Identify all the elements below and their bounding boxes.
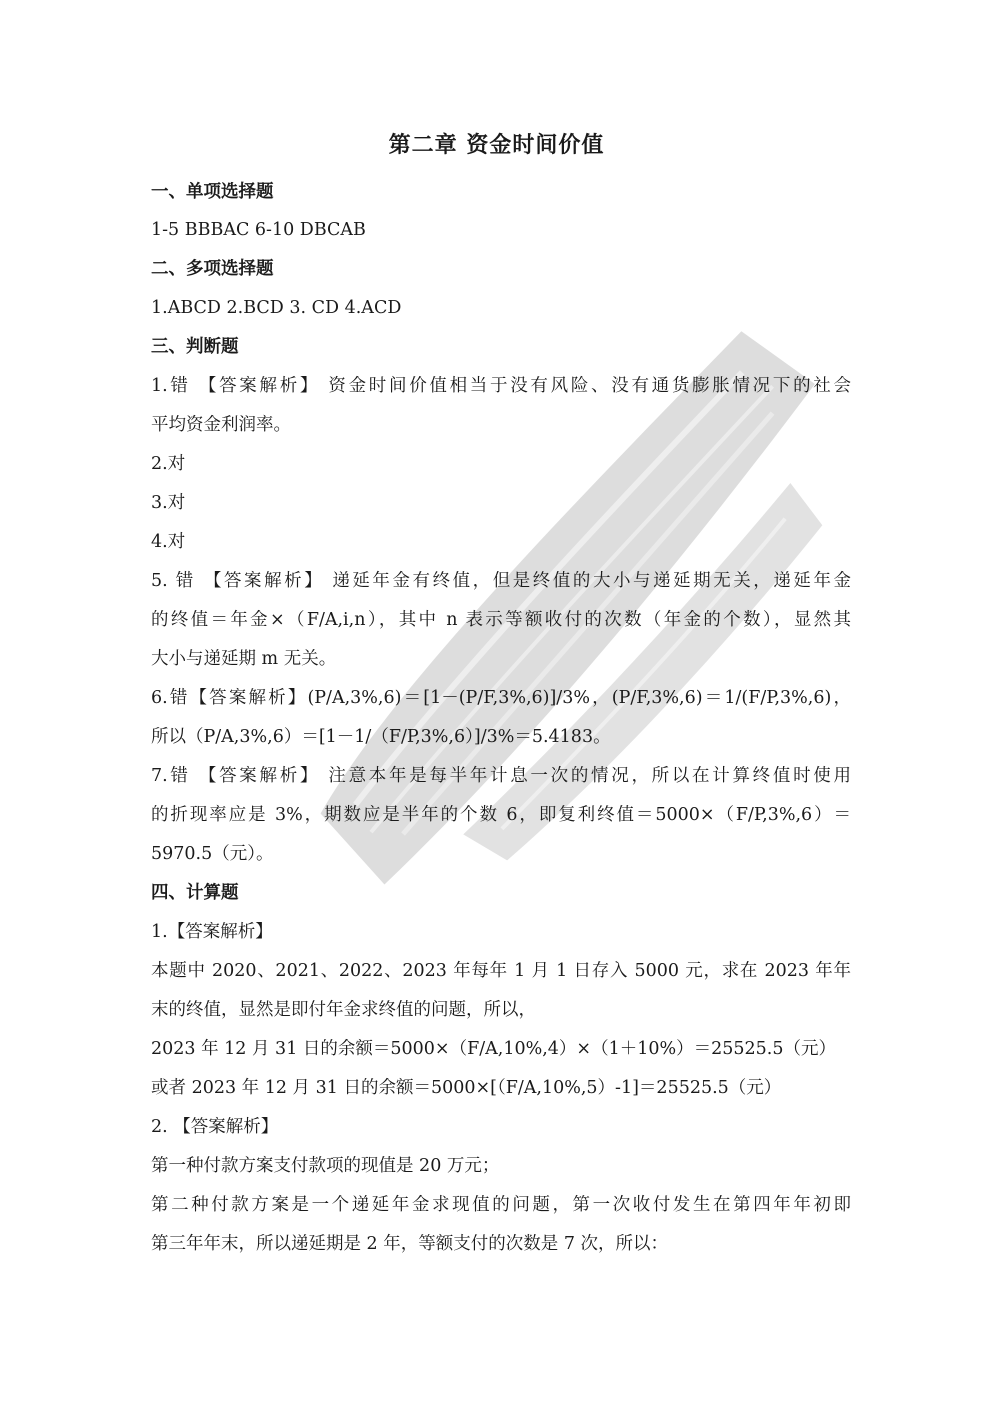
multiple-choice-answers: 1.ABCD 2.BCD 3. CD 4.ACD xyxy=(151,298,402,318)
judgment-7-line-3: 5970.5（元）。 xyxy=(151,844,274,864)
calc-2-line-2: 第二种付款方案是一个递延年金求现值的问题，第一次收付发生在第四年年初即 xyxy=(151,1195,851,1215)
calc-1-line-2: 末的终值，显然是即付年金求终值的问题，所以， xyxy=(151,1000,536,1020)
judgment-6-line-2: 所以（P/A,3%,6）＝[1－1/（F/P,3%,6）]/3%＝5.4183。 xyxy=(151,727,611,747)
judgment-5-line-3: 大小与递延期 m 无关。 xyxy=(151,649,337,669)
judgment-1-line-1: 1.错 【答案解析】 资金时间价值相当于没有风险、没有通货膨胀情况下的社会 xyxy=(151,376,851,396)
judgment-2: 2.对 xyxy=(151,454,186,474)
calc-1-line-4: 或者 2023 年 12 月 31 日的余额＝5000×[（F/A,10%,5）-1]＝25525.5（元） xyxy=(151,1078,782,1098)
page-title: 第二章 资金时间价值 xyxy=(388,133,605,158)
calc-2-line-1: 第一种付款方案支付款项的现值是 20 万元； xyxy=(151,1156,500,1176)
section-heading-multiple-choice: 二、多项选择题 xyxy=(151,259,274,279)
judgment-4: 4.对 xyxy=(151,532,186,552)
calc-1-line-3: 2023 年 12 月 31 日的余额＝5000×（F/A,10%,4）×（1＋10%）＝25525.5（元） xyxy=(151,1039,836,1059)
judgment-5-line-2: 的终值＝年金×（F/A,i,n），其中 n 表示等额收付的次数（年金的个数），显然其 xyxy=(151,610,851,630)
calc-1-line-1: 本题中 2020、2021、2022、2023 年每年 1 月 1 日存入 5000 元，求在 2023 年年 xyxy=(151,961,851,981)
section-heading-calculation: 四、计算题 xyxy=(151,883,239,903)
section-heading-true-false: 三、判断题 xyxy=(151,337,239,357)
judgment-7-line-2: 的折现率应是 3%，期数应是半年的个数 6，即复利终值＝5000×（F/P,3%,6）＝ xyxy=(151,805,851,825)
calc-2-heading: 2. 【答案解析】 xyxy=(151,1117,279,1137)
judgment-5-line-1: 5. 错 【答案解析】 递延年金有终值，但是终值的大小与递延期无关，递延年金 xyxy=(151,571,851,591)
judgment-3: 3.对 xyxy=(151,493,186,513)
judgment-1-line-2: 平均资金利润率。 xyxy=(151,415,291,435)
single-choice-answers: 1-5 BBBAC 6-10 DBCAB xyxy=(151,220,366,240)
section-heading-single-choice: 一、单项选择题 xyxy=(151,182,274,202)
calc-1-heading: 1.【答案解析】 xyxy=(151,922,273,942)
judgment-7-line-1: 7.错 【答案解析】 注意本年是每半年计息一次的情况，所以在计算终值时使用 xyxy=(151,766,851,786)
calc-2-line-3: 第三年年末，所以递延期是 2 年，等额支付的次数是 7 次，所以： xyxy=(151,1234,669,1254)
judgment-6-line-1: 6.错【答案解析】(P/A,3%,6)＝[1－(P/F,3%,6)]/3%，(P/F,3%,6)＝1/(F/P,3%,6)， xyxy=(151,688,851,708)
